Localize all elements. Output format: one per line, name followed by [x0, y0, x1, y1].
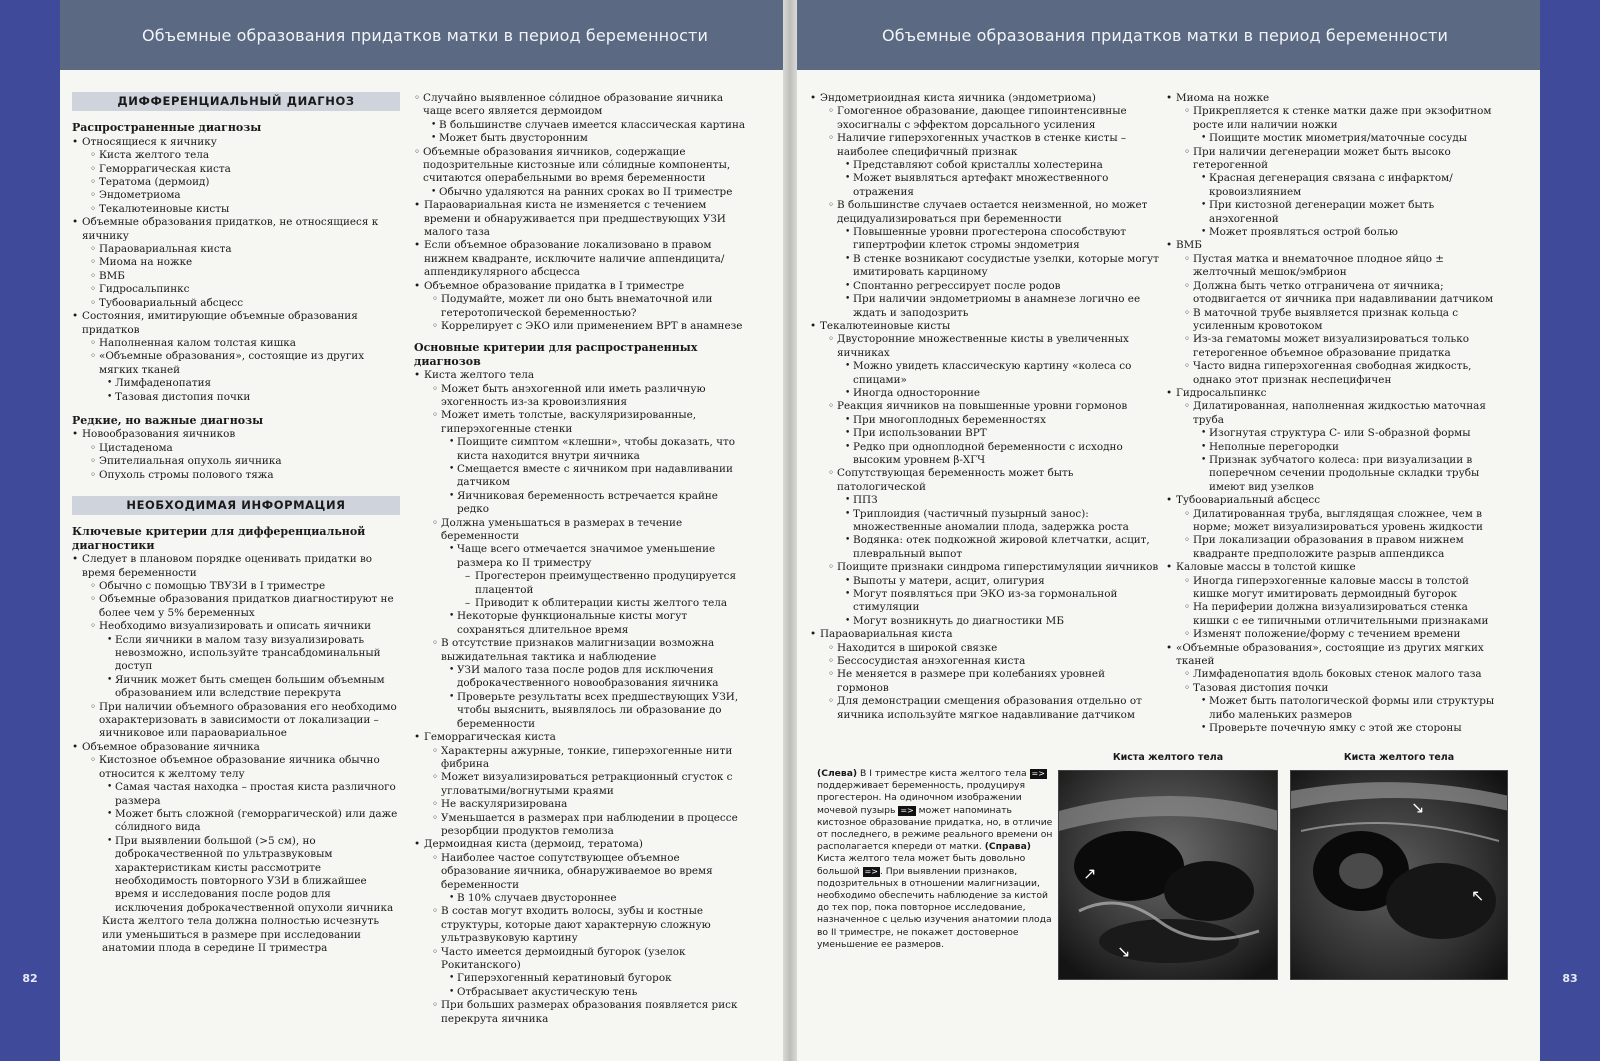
list-item: ◦ Часто видна гиперэхогенная свободная жидкость, однако этот признак неспецифичен	[1184, 360, 1502, 387]
necessary-info-title: НЕОБХОДИМАЯ ИНФОРМАЦИЯ	[72, 496, 400, 515]
list-item: • Смещается вместе с яичником при надавливании датчиком	[449, 463, 748, 490]
left-page-number: 82	[22, 972, 38, 985]
list-item: ◦ Кистозное объемное образование яичника обычно относится к желтому телу • Самая частая находка – простая киста различного размера • Может быть сложной (геморрагической) или даже сóлидного вида • При выявлении большой (>5 см), но доброкачественной по ультразвуковым характеристикам кисты рассмотрите необходимость повторного УЗИ в ближайшее время и исследования после родов для исключения доброкачественной опухоли яичника	[90, 754, 400, 915]
list-item: • Новообразования яичников ◦ Цистаденома ◦ Эпителиальная опухоль яичника ◦ Опухоль стромы полового тяжа	[72, 428, 400, 482]
list-item: ◦ Дилатированная, наполненная жидкостью маточная труба • Изогнутая структура C- или S-образной формы • Неполные перегородки • Признак зубчатого колеса: при визуализации в поперечном сечении продольные складки трубы имеют вид узелков	[1184, 400, 1502, 494]
list-item: • Представляют собой кристаллы холестерина	[845, 159, 1160, 172]
list-item: ◦ Объемные образования придатков диагностируют не более чем у 5% беременных	[90, 593, 400, 620]
list-item: • При наличии эндометриомы в анамнезе логично ее ждать и заподозрить	[845, 293, 1160, 320]
svg-text:↗: ↗	[1083, 864, 1097, 883]
list-item: • Относящиеся к яичнику ◦ Киста желтого тела ◦ Геморрагическая киста ◦ Тератома (дермоид) ◦ Эндометриома ◦ Текалютеиновые кисты	[72, 136, 400, 216]
list-item: ◦ ВМБ	[90, 270, 400, 283]
list-item: • Некоторые функциональные кисты могут сохраняться длительное время	[449, 610, 748, 637]
list-item: ◦ Случайно выявленное сóлидное образование яичника чаще всего является дермоидом • В большинстве случаев имеется классическая картина • Может быть двусторонним	[414, 92, 748, 146]
list-item: • УЗИ малого таза после родов для исключения доброкачественного новообразования яичника	[449, 664, 748, 691]
list-item: • Можно увидеть классическую картину «колеса со спицами»	[845, 360, 1160, 387]
left-side-tab	[0, 70, 60, 1061]
list-item: • Неполные перегородки	[1201, 441, 1502, 454]
right-side-tab	[1540, 70, 1600, 1061]
list-item: • Обычно удаляются на ранних сроках во II триместре	[431, 186, 748, 199]
list-item: • Чаще всего отмечается значимое уменьшение размера ко II триместру – Прогестерон преимущественно продуцируется плацентой – Приводит к облитерации кисты желтого тела	[449, 543, 748, 610]
left-tab-top	[0, 0, 60, 70]
list-item: • При использовании ВРТ	[845, 427, 1160, 440]
list-item: • Триплоидия (частичный пузырный занос): множественные аномалии плода, задержка роста	[845, 508, 1160, 535]
right-col1-list	[810, 92, 1160, 722]
right-column-2	[1166, 92, 1502, 736]
list-item: ◦ В отсутствие признаков малигнизации возможна выжидательная тактика и наблюдение • УЗИ малого таза после родов для исключения доброкачественного новообразования яичника • Проверьте результаты всех предшествующих УЗИ, чтобы выяснить, выявлялось ли образование до беременности	[432, 637, 748, 731]
list-item: • Киста желтого тела ◦ Может быть анэхогенной или иметь различную эхогенность из-за кровоизлияния ◦ Может иметь толстые, васкуляризированные, гиперэхогенные стенки • Поищите симптом «клешни», чтобы доказать, что киста находится внутри яичника • Смещается вместе с яичником при надавливании датчиком • Яичниковая беременность встречается крайне редко ◦ Должна уменьшаться в размерах в течение беременности • Чаще всего отмечается значимое уменьшение размера ко II триместру – Прогестерон преимущественно продуцируется плацентой – Приводит к облитерации кисты желтого тела • Некоторые функциональные кисты могут сохраняться длительное время ◦ В отсутствие признаков малигнизации возможна выжидательная тактика и наблюдение • УЗИ малого таза после родов для исключения доброкачественного новообразования яичника • Проверьте результаты всех предшествующих УЗИ, чтобы выяснить, выявлялось ли образование до беременности	[414, 369, 748, 731]
list-item: ◦ Дилатированная труба, выглядящая сложнее, чем в норме; может визуализироваться уровень жидкости	[1184, 508, 1502, 535]
list-item: ◦ Необходимо визуализировать и описать яичники • Если яичники в малом тазу визуализировать невозможно, используйте трансабдоминальный доступ • Яичник может быть смещен большим объемным образованием или вследствие перекрута	[90, 620, 400, 700]
list-item: • Текалютеиновые кисты ◦ Двусторонние множественные кисты в увеличенных яичниках • Можно увидеть классическую картину «колеса со спицами» • Иногда односторонние ◦ Реакция яичников на повышенные уровни гормонов • При многоплодных беременностях • При использовании ВРТ • Редко при одноплодной беременности с исходно высоким уровнем β-ХГЧ ◦ Сопутствующая беременность может быть патологической • ППЗ • Триплоидия (частичный пузырный занос): множественные аномалии плода, задержка роста • Водянка: отек подкожной жировой клетчатки, асцит, плевральный выпот ◦ Поищите признаки синдрома гиперстимуляции яичников • Выпоты у матери, асцит, олигурия • Могут появляться при ЭКО из-за гормональной стимуляции • Могут возникнуть до диагностики МБ	[810, 320, 1160, 628]
list-item: ◦ Геморрагическая киста	[90, 163, 400, 176]
list-item: • При кистозной дегенерации может быть анэхогенной	[1201, 199, 1502, 226]
list-item: • Лимфаденопатия	[107, 377, 400, 390]
list-item: ◦ Может быть анэхогенной или иметь различную эхогенность из-за кровоизлияния	[432, 383, 748, 410]
list-item: ◦ Тубоовариальный абсцесс	[90, 297, 400, 310]
list-item: ◦ При наличии дегенерации может быть высоко гетерогенной • Красная дегенерация связана с инфарктом/кровоизлиянием • При кистозной дегенерации может быть анэхогенной • Может проявляться острой болью	[1184, 146, 1502, 240]
list-item: • Могут возникнуть до диагностики МБ	[845, 615, 1160, 628]
left-column-1	[72, 92, 400, 955]
list-item: ◦ Находится в широкой связке	[828, 642, 1160, 655]
paragraph: Киста желтого тела должна полностью исчезнуть или уменьшиться в размере при исследовании анатомии плода в середине II триместра	[102, 915, 379, 954]
list-item: • Изогнутая структура C- или S-образной формы	[1201, 427, 1502, 440]
list-item: ◦ Должна быть четко отграничена от яичника; отодвигается от яичника при надавливании датчиком	[1184, 280, 1502, 307]
list-item: • Яичниковая беременность встречается крайне редко	[449, 490, 748, 517]
list-item: • «Объемные образования», состоящие из других мягких тканей ◦ Лимфаденопатия вдоль боковых стенок малого таза ◦ Тазовая дистопия почки • Может быть патологической формы или структуры либо маленьких размеров • Проверьте почечную ямку с этой же стороны	[1166, 642, 1502, 736]
left-figure-label: Киста желтого тела	[1112, 752, 1224, 763]
caption-text: поддерживает беременность, продуцируя прогестерон. На одиночном изображении мочевой пузырь	[817, 780, 1025, 816]
list-item: • В большинстве случаев имеется классическая картина	[431, 119, 748, 132]
list-item: ◦ Сопутствующая беременность может быть патологической • ППЗ • Триплоидия (частичный пузырный занос): множественные аномалии плода, задержка роста • Водянка: отек подкожной жировой клетчатки, асцит, плевральный выпот	[828, 467, 1160, 561]
list-item: • Красная дегенерация связана с инфарктом/кровоизлиянием	[1201, 172, 1502, 199]
list-item: • Отбрасывает акустическую тень	[449, 986, 748, 999]
list-item: – Приводит к облитерации кисты желтого тела	[465, 597, 748, 610]
list-item: ◦ Параовариальная киста	[90, 243, 400, 256]
list-item: • Миома на ножке ◦ Прикрепляется к стенке матки даже при экзофитном росте или наличии ножки • Поищите мостик миометрия/маточные сосуды ◦ При наличии дегенерации может быть высоко гетерогенной • Красная дегенерация связана с инфарктом/кровоизлиянием • При кистозной дегенерации может быть анэхогенной • Может проявляться острой болью	[1166, 92, 1502, 239]
arrow-icon: =>	[864, 866, 878, 876]
list-item: ◦ Изменят положение/форму с течением времени	[1184, 628, 1502, 641]
list-item: ◦ «Объемные образования», состоящие из других мягких тканей • Лимфаденопатия • Тазовая дистопия почки	[90, 350, 400, 404]
list-item: • Яичник может быть смещен большим объемным образованием или вследствие перекрута	[107, 674, 400, 701]
list-item: ◦ Миома на ножке	[90, 256, 400, 269]
main-criteria-list	[414, 369, 748, 1026]
right-header-title: Объемные образования придатков матки в период беременности	[882, 25, 1448, 45]
list-item: • Объемное образование яичника ◦ Кистозное объемное образование яичника обычно относится к желтому телу • Самая частая находка – простая киста различного размера • Может быть сложной (геморрагической) или даже сóлидного вида • При выявлении большой (>5 см), но доброкачественной по ультразвуковым характеристикам кисты рассмотрите необходимость повторного УЗИ в ближайшее время и исследования после родов для исключения доброкачественной опухоли яичника Киста желтого тела должна полностью исчезнуть или уменьшиться в размере при исследовании анатомии плода в середине II триместра	[72, 741, 400, 956]
list-item: • Каловые массы в толстой кишке ◦ Иногда гиперэхогенные каловые массы в толстой кишке могут имитировать дермоидный бугорок ◦ На периферии должна визуализироваться стенка кишки с ее типичными отличительными признаками ◦ Изменят положение/форму с течением времени	[1166, 561, 1502, 641]
list-item: • Если яичники в малом тазу визуализировать невозможно, используйте трансабдоминальный доступ	[107, 634, 400, 674]
list-item: ◦ Коррелирует с ЭКО или применением ВРТ в анамнезе	[432, 320, 748, 333]
list-item: • При многоплодных беременностях	[845, 414, 1160, 427]
list-item: • Водянка: отек подкожной жировой клетчатки, асцит, плевральный выпот	[845, 534, 1160, 561]
list-item: • При выявлении большой (>5 см), но доброкачественной по ультразвуковым характеристикам кисты рассмотрите необходимость повторного УЗИ в ближайшее время и исследования после родов для исключения доброкачественной опухоли яичника	[107, 835, 400, 915]
list-item: ◦ Пустая матка и внематочное плодное яйцо ± желточный мешок/эмбрион	[1184, 253, 1502, 280]
book-gutter	[783, 0, 797, 1061]
list-item: ◦ Наиболее частое сопутствующее объемное образование яичника, обнаруживаемое во время беременности • В 10% случаев двустороннее	[432, 852, 748, 906]
list-item: ◦ Объемные образования яичников, содержащие подозрительные кистозные или сóлидные компоненты, считаются операбельными во время беременности • Обычно удаляются на ранних сроках во II триместре	[414, 146, 748, 200]
list-item: ◦ Эпителиальная опухоль яичника	[90, 455, 400, 468]
list-item: • Поищите симптом «клешни», чтобы доказать, что киста находится внутри яичника	[449, 436, 748, 463]
list-item: • Гиперэхогенный кератиновый бугорок	[449, 972, 748, 985]
list-item: • Проверьте почечную ямку с этой же стороны	[1201, 722, 1502, 735]
common-diagnoses-title: Распространенные диагнозы	[72, 121, 262, 135]
key-criteria-list	[72, 553, 400, 955]
dermoid-note-list	[406, 92, 748, 199]
list-item: • Признак зубчатого колеса: при визуализации в поперечном сечении продольные складки трубы имеют вид узелков	[1201, 454, 1502, 494]
differential-diagnosis-title: ДИФФЕРЕНЦИАЛЬНЫЙ ДИАГНОЗ	[72, 92, 400, 111]
list-item: ◦ Подумайте, может ли оно быть внематочной или гетеротопической беременностью?	[432, 293, 748, 320]
caption-left-tag: (Слева)	[817, 768, 858, 779]
list-item: ◦ Наличие гиперэхогенных участков в стенке кисты – наиболее специфичный признак • Представляют собой кристаллы холестерина • Может выявляться артефакт множественного отражения	[828, 132, 1160, 199]
caption-text: . При выявлении признаков, подозрительных в отношении малигнизации, необходимо обеспечить наблюдение за кистой до тех пор, пока повторное исследование, назначенное с целью изучения анатомии плода во II триместре, не покажет достоверное уменьшение ее размеров.	[817, 865, 1052, 950]
list-item: ◦ На периферии должна визуализироваться стенка кишки с ее типичными отличительными признаками	[1184, 601, 1502, 628]
right-tab-top	[1540, 0, 1600, 70]
list-item: • В 10% случаев двустороннее	[449, 892, 748, 905]
list-item: ◦ Тератома (дермоид)	[90, 176, 400, 189]
rare-diagnoses-list	[72, 428, 400, 482]
list-item: ◦ Прикрепляется к стенке матки даже при экзофитном росте или наличии ножки • Поищите мостик миометрия/маточные сосуды	[1184, 105, 1502, 145]
left-header-title: Объемные образования придатков матки в период беременности	[142, 25, 708, 45]
caption-right-tag: (Справа)	[984, 841, 1031, 853]
list-item: ◦ Наполненная калом толстая кишка	[90, 337, 400, 350]
list-item: ◦ Двусторонние множественные кисты в увеличенных яичниках • Можно увидеть классическую картину «колеса со спицами» • Иногда односторонние	[828, 333, 1160, 400]
list-item: • Поищите мостик миометрия/маточные сосуды	[1201, 132, 1502, 145]
list-item: • Иногда односторонние	[845, 387, 1160, 400]
list-item: • Тазовая дистопия почки	[107, 391, 400, 404]
list-item: – Прогестерон преимущественно продуцируется плацентой	[465, 570, 748, 597]
list-item: ◦ Должна уменьшаться в размерах в течение беременности • Чаще всего отмечается значимое уменьшение размера ко II триместру – Прогестерон преимущественно продуцируется плацентой – Приводит к облитерации кисты желтого тела • Некоторые функциональные кисты могут сохраняться длительное время	[432, 517, 748, 638]
ultrasound-left-graphic	[1059, 771, 1278, 980]
list-item: ◦ В маточной трубе выявляется признак кольца с усиленным кровотоком	[1184, 307, 1502, 334]
list-item: ◦ Эндометриома	[90, 189, 400, 202]
list-item: • Могут появляться при ЭКО из-за гормональной стимуляции	[845, 588, 1160, 615]
list-item: • Тубоовариальный абсцесс ◦ Дилатированная труба, выглядящая сложнее, чем в норме; может визуализироваться уровень жидкости ◦ При локализации образования в правом нижнем квадранте предположите разрыв аппендикса	[1166, 494, 1502, 561]
left-page	[0, 0, 790, 1061]
list-item: ◦ Гомогенное образование, дающее гипоинтенсивные эхосигналы с эффектом дорсального усиления	[828, 105, 1160, 132]
list-item: ◦ Уменьшается в размерах при наблюдении в процессе резорбции продуктов гемолиза	[432, 812, 748, 839]
rare-diagnoses-title: Редкие, но важные диагнозы	[72, 413, 264, 427]
list-item: • Может быть сложной (геморрагической) или даже сóлидного вида	[107, 808, 400, 835]
ultrasound-image-right	[1290, 770, 1508, 980]
list-item: • Выпоты у матери, асцит, олигурия	[845, 575, 1160, 588]
caption-text: может напоминать кистозное образование придатка, но, в отличие от последнего, в режиме реального времени он располагается кпереди от матки.	[817, 804, 1053, 853]
list-item: ◦ Часто имеется дермоидный бугорок (узелок Рокитанского) • Гиперэхогенный кератиновый бугорок • Отбрасывает акустическую тень	[432, 946, 748, 1000]
list-item: • ППЗ	[845, 494, 1160, 507]
list-item: ◦ При локализации образования в правом нижнем квадранте предположите разрыв аппендикса	[1184, 534, 1502, 561]
list-item: • Объемные образования придатков, не относящиеся к яичнику ◦ Параовариальная киста ◦ Миома на ножке ◦ ВМБ ◦ Гидросальпинкс ◦ Тубоовариальный абсцесс	[72, 216, 400, 310]
list-item: • В стенке возникают сосудистые узелки, которые могут имитировать карциному	[845, 253, 1160, 280]
list-item: • Объемное образование придатка в I триместре ◦ Подумайте, может ли оно быть внематочной или гетеротопической беременностью? ◦ Коррелирует с ЭКО или применением ВРТ в анамнезе	[414, 280, 748, 334]
caption-text: В I триместре киста желтого тела	[857, 768, 1030, 779]
list-item: ◦ Реакция яичников на повышенные уровни гормонов • При многоплодных беременностях • При использовании ВРТ • Редко при одноплодной беременности с исходно высоким уровнем β-ХГЧ	[828, 400, 1160, 467]
list-item: ◦ Опухоль стромы полового тяжа	[90, 469, 400, 482]
list-item: ◦ При наличии объемного образования его необходимо охарактеризовать в зависимости от локализации – яичниковое или параовариальное	[90, 701, 400, 741]
list-item: • ВМБ ◦ Пустая матка и внематочное плодное яйцо ± желточный мешок/эмбрион ◦ Должна быть четко отграничена от яичника; отодвигается от яичника при надавливании датчиком ◦ В маточной трубе выявляется признак кольца с усиленным кровотоком ◦ Из-за гематомы может визуализироваться только гетерогенное объемное образование придатка ◦ Часто видна гиперэхогенная свободная жидкость, однако этот признак неспецифичен	[1166, 239, 1502, 386]
list-item: • Может быть двусторонним	[431, 132, 748, 145]
list-item: • Если объемное образование локализовано в правом нижнем квадранте, исключите наличие аппендицита/аппендикулярного абсцесса	[414, 239, 748, 279]
list-item: ◦ Иногда гиперэхогенные каловые массы в толстой кишке могут имитировать дермоидный бугорок	[1184, 575, 1502, 602]
ultrasound-image-left	[1058, 770, 1278, 980]
list-item: • Геморрагическая киста ◦ Характерны ажурные, тонкие, гиперэхогенные нити фибрина ◦ Может визуализироваться ретракционный сгусток с угловатыми/вогнутыми краями ◦ Не васкуляризирована ◦ Уменьшается в размерах при наблюдении в процессе резорбции продуктов гемолиза	[414, 731, 748, 838]
svg-text:↘: ↘	[1117, 942, 1131, 961]
main-criteria-title: Основные критерии для распространенных диагнозов	[414, 341, 698, 368]
left-column-2	[414, 92, 748, 1026]
right-column-1	[810, 92, 1160, 722]
list-item: ◦ Поищите признаки синдрома гиперстимуляции яичников • Выпоты у матери, асцит, олигурия • Могут появляться при ЭКО из-за гормональной стимуляции • Могут возникнуть до диагностики МБ	[828, 561, 1160, 628]
key-criteria-title: Ключевые критерии для дифференциальной диагностики	[72, 525, 366, 552]
list-item: ◦ Гидросальпинкс	[90, 283, 400, 296]
right-page-number: 83	[1562, 972, 1578, 985]
list-item: • Следует в плановом порядке оценивать придатки во время беременности ◦ Обычно с помощью ТВУЗИ в I триместре ◦ Объемные образования придатков диагностируют не более чем у 5% беременных ◦ Необходимо визуализировать и описать яичники • Если яичники в малом тазу визуализировать невозможно, используйте трансабдоминальный доступ • Яичник может быть смещен большим объемным образованием или вследствие перекрута ◦ При наличии объемного образования его необходимо охарактеризовать в зависимости от локализации – яичниковое или параовариальное	[72, 553, 400, 741]
list-item: • Самая частая находка – простая киста различного размера	[107, 781, 400, 808]
list-item: • Гидросальпинкс ◦ Дилатированная, наполненная жидкостью маточная труба • Изогнутая структура C- или S-образной формы • Неполные перегородки • Признак зубчатого колеса: при визуализации в поперечном сечении продольные складки трубы имеют вид узелков	[1166, 387, 1502, 494]
list-item: • Повышенные уровни прогестерона способствуют гипертрофии клеток стромы эндометрия	[845, 226, 1160, 253]
list-item: • Параовариальная киста ◦ Находится в широкой связке ◦ Бессосудистая анэхогенная киста ◦ Не меняется в размере при колебаниях уровней гормонов ◦ Для демонстрации смещения образования отдельно от яичника используйте мягкое надавливание датчиком	[810, 628, 1160, 722]
figure-caption	[817, 768, 1055, 951]
list-item: ◦ В большинстве случаев остается неизменной, но может децидуализироваться при беременности • Повышенные уровни прогестерона способствуют гипертрофии клеток стромы эндометрия • В стенке возникают сосудистые узелки, которые могут имитировать карциному • Спонтанно регрессирует после родов • При наличии эндометриомы в анамнезе логично ее ждать и заподозрить	[828, 199, 1160, 320]
list-item: ◦ Из-за гематомы может визуализироваться только гетерогенное объемное образование придатка	[1184, 333, 1502, 360]
list-item: ◦ В состав могут входить волосы, зубы и костные структуры, которые дают характерную сложную ультразвуковую картину	[432, 905, 748, 945]
list-item: ◦ Не васкуляризирована	[432, 798, 748, 811]
list-item: ◦ Не меняется в размере при колебаниях уровней гормонов	[828, 668, 1160, 695]
caption-text: Киста желтого тела может быть довольно большой	[817, 853, 1026, 877]
list-item: ◦ Может визуализироваться ретракционный сгусток с угловатыми/вогнутыми краями	[432, 771, 748, 798]
list-item: • Параовариальная киста не изменяется с течением времени и обнаруживается при предшествующих УЗИ малого таза	[414, 199, 748, 239]
list-item: ◦ Для демонстрации смещения образования отдельно от яичника используйте мягкое надавливание датчиком	[828, 695, 1160, 722]
list-item: ◦ Текалютеиновые кисты	[90, 203, 400, 216]
left-header	[60, 0, 790, 70]
common-diagnoses-list	[72, 136, 400, 404]
list-item: • Проверьте результаты всех предшествующих УЗИ, чтобы выяснить, выявлялось ли образование до беременности	[449, 691, 748, 731]
list-item: • Дермоидная киста (дермоид, тератома) ◦ Наиболее частое сопутствующее объемное образование яичника, обнаруживаемое во время беременности • В 10% случаев двустороннее ◦ В состав могут входить волосы, зубы и костные структуры, которые дают характерную сложную ультразвуковую картину ◦ Часто имеется дермоидный бугорок (узелок Рокитанского) • Гиперэхогенный кератиновый бугорок • Отбрасывает акустическую тень ◦ При больших размерах образования появляется риск перекрута яичника	[414, 838, 748, 1026]
list-item: • Может быть патологической формы или структуры либо маленьких размеров	[1201, 695, 1502, 722]
list-item: • Может проявляться острой болью	[1201, 226, 1502, 239]
list-item: ◦ Киста желтого тела	[90, 149, 400, 162]
svg-text:↘: ↘	[1411, 798, 1425, 817]
list-item: ◦ При больших размерах образования появляется риск перекрута яичника	[432, 999, 748, 1026]
right-header	[790, 0, 1540, 70]
list-item: ◦ Цистаденома	[90, 442, 400, 455]
arrow-icon: =>	[900, 805, 914, 815]
right-col2-list	[1166, 92, 1502, 736]
arrow-icon: =>	[1031, 769, 1045, 778]
ultrasound-figures	[1058, 752, 1518, 982]
svg-text:↖: ↖	[1471, 886, 1485, 905]
list-item: • Спонтанно регрессирует после родов	[845, 280, 1160, 293]
general-notes-list	[414, 199, 748, 333]
list-item: ◦ Тазовая дистопия почки • Может быть патологической формы или структуры либо маленьких размеров • Проверьте почечную ямку с этой же стороны	[1184, 682, 1502, 736]
list-item: ◦ Лимфаденопатия вдоль боковых стенок малого таза	[1184, 668, 1502, 681]
list-item: • Может выявляться артефакт множественного отражения	[845, 172, 1160, 199]
list-item: • Состояния, имитирующие объемные образования придатков ◦ Наполненная калом толстая кишка ◦ «Объемные образования», состоящие из других мягких тканей • Лимфаденопатия • Тазовая дистопия почки	[72, 310, 400, 404]
ultrasound-right-graphic	[1291, 771, 1508, 980]
list-item: • Эндометриоидная киста яичника (эндометриома) ◦ Гомогенное образование, дающее гипоинтенсивные эхосигналы с эффектом дорсального усиления ◦ Наличие гиперэхогенных участков в стенке кисты – наиболее специфичный признак • Представляют собой кристаллы холестерина • Может выявляться артефакт множественного отражения ◦ В большинстве случаев остается неизменной, но может децидуализироваться при беременности • Повышенные уровни прогестерона способствуют гипертрофии клеток стромы эндометрия • В стенке возникают сосудистые узелки, которые могут имитировать карциному • Спонтанно регрессирует после родов • При наличии эндометриомы в анамнезе логично ее ждать и заподозрить	[810, 92, 1160, 320]
list-item: • Редко при одноплодной беременности с исходно высоким уровнем β-ХГЧ	[845, 441, 1160, 468]
right-figure-label: Киста желтого тела	[1343, 752, 1455, 763]
list-item: ◦ Бессосудистая анэхогенная киста	[828, 655, 1160, 668]
right-page	[790, 0, 1600, 1061]
list-item: ◦ Обычно с помощью ТВУЗИ в I триместре	[90, 580, 400, 593]
list-item: ◦ Характерны ажурные, тонкие, гиперэхогенные нити фибрина	[432, 745, 748, 772]
list-item: ◦ Может иметь толстые, васкуляризированные, гиперэхогенные стенки • Поищите симптом «клешни», чтобы доказать, что киста находится внутри яичника • Смещается вместе с яичником при надавливании датчиком • Яичниковая беременность встречается крайне редко	[432, 409, 748, 516]
